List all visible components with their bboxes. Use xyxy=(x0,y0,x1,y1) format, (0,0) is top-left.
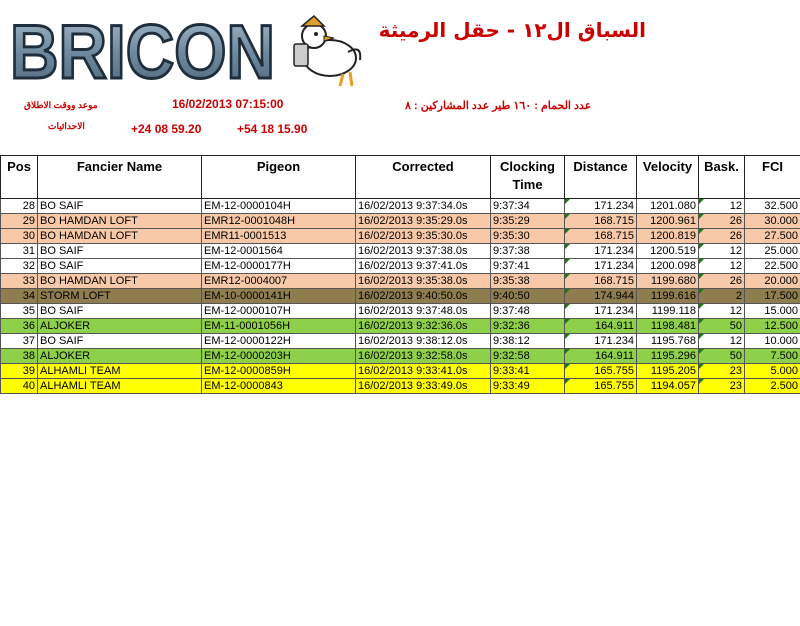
col-distance[interactable]: Distance xyxy=(565,156,637,199)
cell-pos: 31 xyxy=(1,244,38,259)
table-header xyxy=(1,156,800,199)
cell-clocking-time: 9:38:12 xyxy=(491,334,565,349)
cell-corrected: 16/02/2013 9:37:48.0s xyxy=(356,304,491,319)
cell-distance: 171.234 xyxy=(565,304,637,319)
cell-bask: 12 xyxy=(699,334,745,349)
cell-velocity: 1198.481 xyxy=(637,319,699,334)
cell-fci: 27.500 xyxy=(745,229,800,244)
cell-corrected: 16/02/2013 9:32:36.0s xyxy=(356,319,491,334)
cell-pos: 40 xyxy=(1,379,38,394)
cell-velocity: 1199.680 xyxy=(637,274,699,289)
cell-pigeon: EM-12-0000203H xyxy=(202,349,356,364)
participant-count: عدد المشاركين : ٨ xyxy=(405,100,490,112)
col-bask[interactable]: Bask. xyxy=(699,156,745,199)
cell-distance: 165.755 xyxy=(565,364,637,379)
cell-pigeon: EM-11-0001056H xyxy=(202,319,356,334)
cell-distance: 165.755 xyxy=(565,379,637,394)
table-row[interactable] xyxy=(1,349,800,364)
cell-velocity: 1200.519 xyxy=(637,244,699,259)
cell-pos: 32 xyxy=(1,259,38,274)
cell-fci: 22.500 xyxy=(745,259,800,274)
cell-fci: 5.000 xyxy=(745,364,800,379)
col-pos[interactable]: Pos xyxy=(1,156,38,199)
cell-distance: 171.234 xyxy=(565,244,637,259)
col-pigeon[interactable]: Pigeon xyxy=(202,156,356,199)
cell-pigeon: EM-10-0000141H xyxy=(202,289,356,304)
cell-corrected: 16/02/2013 9:38:12.0s xyxy=(356,334,491,349)
cell-velocity: 1195.205 xyxy=(637,364,699,379)
cell-pos: 28 xyxy=(1,199,38,214)
table-row[interactable] xyxy=(1,379,800,394)
cell-distance: 164.911 xyxy=(565,349,637,364)
cell-fancier-name: STORM LOFT xyxy=(38,289,202,304)
latitude: +24 08 59.20 xyxy=(131,122,202,136)
cell-bask: 12 xyxy=(699,199,745,214)
cell-bask: 23 xyxy=(699,379,745,394)
cell-pigeon: EM-12-0000177H xyxy=(202,259,356,274)
cell-clocking-time: 9:37:48 xyxy=(491,304,565,319)
pigeon-count: عدد الحمام : ١٦٠ طير xyxy=(492,100,592,112)
cell-fci: 7.500 xyxy=(745,349,800,364)
cell-fci: 20.000 xyxy=(745,274,800,289)
cell-fancier-name: BO SAIF xyxy=(38,304,202,319)
cell-pos: 34 xyxy=(1,289,38,304)
cell-velocity: 1195.768 xyxy=(637,334,699,349)
cell-fancier-name: BO SAIF xyxy=(38,334,202,349)
cell-clocking-time: 9:37:34 xyxy=(491,199,565,214)
cell-clocking-time: 9:33:41 xyxy=(491,364,565,379)
table-row[interactable] xyxy=(1,199,800,214)
cell-velocity: 1200.098 xyxy=(637,259,699,274)
cell-corrected: 16/02/2013 9:37:34.0s xyxy=(356,199,491,214)
cell-fancier-name: ALJOKER xyxy=(38,349,202,364)
cell-fancier-name: BO SAIF xyxy=(38,199,202,214)
cell-fci: 10.000 xyxy=(745,334,800,349)
cell-clocking-time: 9:35:30 xyxy=(491,229,565,244)
cell-corrected: 16/02/2013 9:32:58.0s xyxy=(356,349,491,364)
cell-bask: 12 xyxy=(699,244,745,259)
cell-velocity: 1199.118 xyxy=(637,304,699,319)
cell-velocity: 1201.080 xyxy=(637,199,699,214)
cell-distance: 171.234 xyxy=(565,259,637,274)
cell-distance: 168.715 xyxy=(565,274,637,289)
cell-corrected: 16/02/2013 9:35:30.0s xyxy=(356,229,491,244)
cell-bask: 2 xyxy=(699,289,745,304)
col-clocking-time[interactable]: Clocking Time xyxy=(491,156,565,199)
table-row[interactable] xyxy=(1,289,800,304)
cell-clocking-time: 9:33:49 xyxy=(491,379,565,394)
cell-fancier-name: BO HAMDAN LOFT xyxy=(38,214,202,229)
cell-pigeon: EMR11-0001513 xyxy=(202,229,356,244)
cell-fci: 32.500 xyxy=(745,199,800,214)
cell-distance: 168.715 xyxy=(565,229,637,244)
table-row[interactable] xyxy=(1,319,800,334)
cell-fci: 25.000 xyxy=(745,244,800,259)
bricon-logo xyxy=(8,8,368,90)
cell-bask: 23 xyxy=(699,364,745,379)
col-velocity[interactable]: Velocity xyxy=(637,156,699,199)
cell-velocity: 1199.616 xyxy=(637,289,699,304)
cell-clocking-time: 9:35:29 xyxy=(491,214,565,229)
release-datetime: 16/02/2013 07:15:00 xyxy=(172,97,284,111)
cell-distance: 171.234 xyxy=(565,334,637,349)
cell-corrected: 16/02/2013 9:35:38.0s xyxy=(356,274,491,289)
table-row[interactable] xyxy=(1,274,800,289)
cell-bask: 26 xyxy=(699,214,745,229)
cell-clocking-time: 9:37:38 xyxy=(491,244,565,259)
col-fci[interactable]: FCI xyxy=(745,156,800,199)
cell-fancier-name: BO HAMDAN LOFT xyxy=(38,274,202,289)
cell-fci: 30.000 xyxy=(745,214,800,229)
cell-pos: 29 xyxy=(1,214,38,229)
table-row[interactable] xyxy=(1,304,800,319)
cell-corrected: 16/02/2013 9:33:49.0s xyxy=(356,379,491,394)
cell-pos: 33 xyxy=(1,274,38,289)
col-fancier-name[interactable]: Fancier Name xyxy=(38,156,202,199)
cell-pos: 35 xyxy=(1,304,38,319)
cell-bask: 26 xyxy=(699,274,745,289)
cell-clocking-time: 9:32:58 xyxy=(491,349,565,364)
cell-pigeon: EMR12-0001048H xyxy=(202,214,356,229)
cell-corrected: 16/02/2013 9:33:41.0s xyxy=(356,364,491,379)
logo-text: BRICON xyxy=(10,10,275,90)
table-row[interactable] xyxy=(1,259,800,274)
cell-pos: 37 xyxy=(1,334,38,349)
cell-pos: 39 xyxy=(1,364,38,379)
cell-distance: 171.234 xyxy=(565,199,637,214)
cell-pigeon: EM-12-0001564 xyxy=(202,244,356,259)
cell-clocking-time: 9:40:50 xyxy=(491,289,565,304)
cell-bask: 12 xyxy=(699,304,745,319)
results-table xyxy=(0,155,800,394)
cell-pigeon: EM-12-0000122H xyxy=(202,334,356,349)
cell-fancier-name: BO SAIF xyxy=(38,259,202,274)
table-row[interactable] xyxy=(1,244,800,259)
cell-velocity: 1195.296 xyxy=(637,349,699,364)
cell-pigeon: EM-12-0000859H xyxy=(202,364,356,379)
cell-fancier-name: ALHAMLI TEAM xyxy=(38,379,202,394)
release-label: موعد ووقت الاطلاق xyxy=(24,100,98,110)
cell-fci: 17.500 xyxy=(745,289,800,304)
cell-pigeon: EM-12-0000843 xyxy=(202,379,356,394)
cell-fci: 2.500 xyxy=(745,379,800,394)
cell-velocity: 1200.961 xyxy=(637,214,699,229)
cell-pos: 36 xyxy=(1,319,38,334)
cell-clocking-time: 9:37:41 xyxy=(491,259,565,274)
cell-clocking-time: 9:32:36 xyxy=(491,319,565,334)
longitude: +54 18 15.90 xyxy=(237,122,308,136)
table-row[interactable] xyxy=(1,334,800,349)
table-row[interactable] xyxy=(1,214,800,229)
cell-fci: 15.000 xyxy=(745,304,800,319)
cell-fci: 12.500 xyxy=(745,319,800,334)
cell-pigeon: EM-12-0000104H xyxy=(202,199,356,214)
cell-corrected: 16/02/2013 9:40:50.0s xyxy=(356,289,491,304)
cell-velocity: 1194.057 xyxy=(637,379,699,394)
cell-fancier-name: BO HAMDAN LOFT xyxy=(38,229,202,244)
cell-distance: 164.911 xyxy=(565,319,637,334)
cell-corrected: 16/02/2013 9:35:29.0s xyxy=(356,214,491,229)
coordinates-label: الاحداثيات xyxy=(48,121,85,131)
cell-distance: 174.944 xyxy=(565,289,637,304)
cell-pigeon: EM-12-0000107H xyxy=(202,304,356,319)
cell-pos: 38 xyxy=(1,349,38,364)
cell-pigeon: EMR12-0004007 xyxy=(202,274,356,289)
cell-bask: 12 xyxy=(699,259,745,274)
pigeon-mascot-icon xyxy=(294,16,360,86)
race-title: السباق ال١٢ - حقل الرميثة xyxy=(378,18,646,42)
cell-corrected: 16/02/2013 9:37:41.0s xyxy=(356,259,491,274)
cell-fancier-name: ALJOKER xyxy=(38,319,202,334)
race-stats xyxy=(405,99,603,112)
cell-corrected: 16/02/2013 9:37:38.0s xyxy=(356,244,491,259)
cell-fancier-name: BO SAIF xyxy=(38,244,202,259)
table-row[interactable] xyxy=(1,229,800,244)
cell-bask: 26 xyxy=(699,229,745,244)
cell-bask: 50 xyxy=(699,349,745,364)
table-row[interactable] xyxy=(1,364,800,379)
col-corrected[interactable]: Corrected xyxy=(356,156,491,199)
cell-distance: 168.715 xyxy=(565,214,637,229)
cell-fancier-name: ALHAMLI TEAM xyxy=(38,364,202,379)
cell-bask: 50 xyxy=(699,319,745,334)
cell-pos: 30 xyxy=(1,229,38,244)
cell-clocking-time: 9:35:38 xyxy=(491,274,565,289)
cell-velocity: 1200.819 xyxy=(637,229,699,244)
